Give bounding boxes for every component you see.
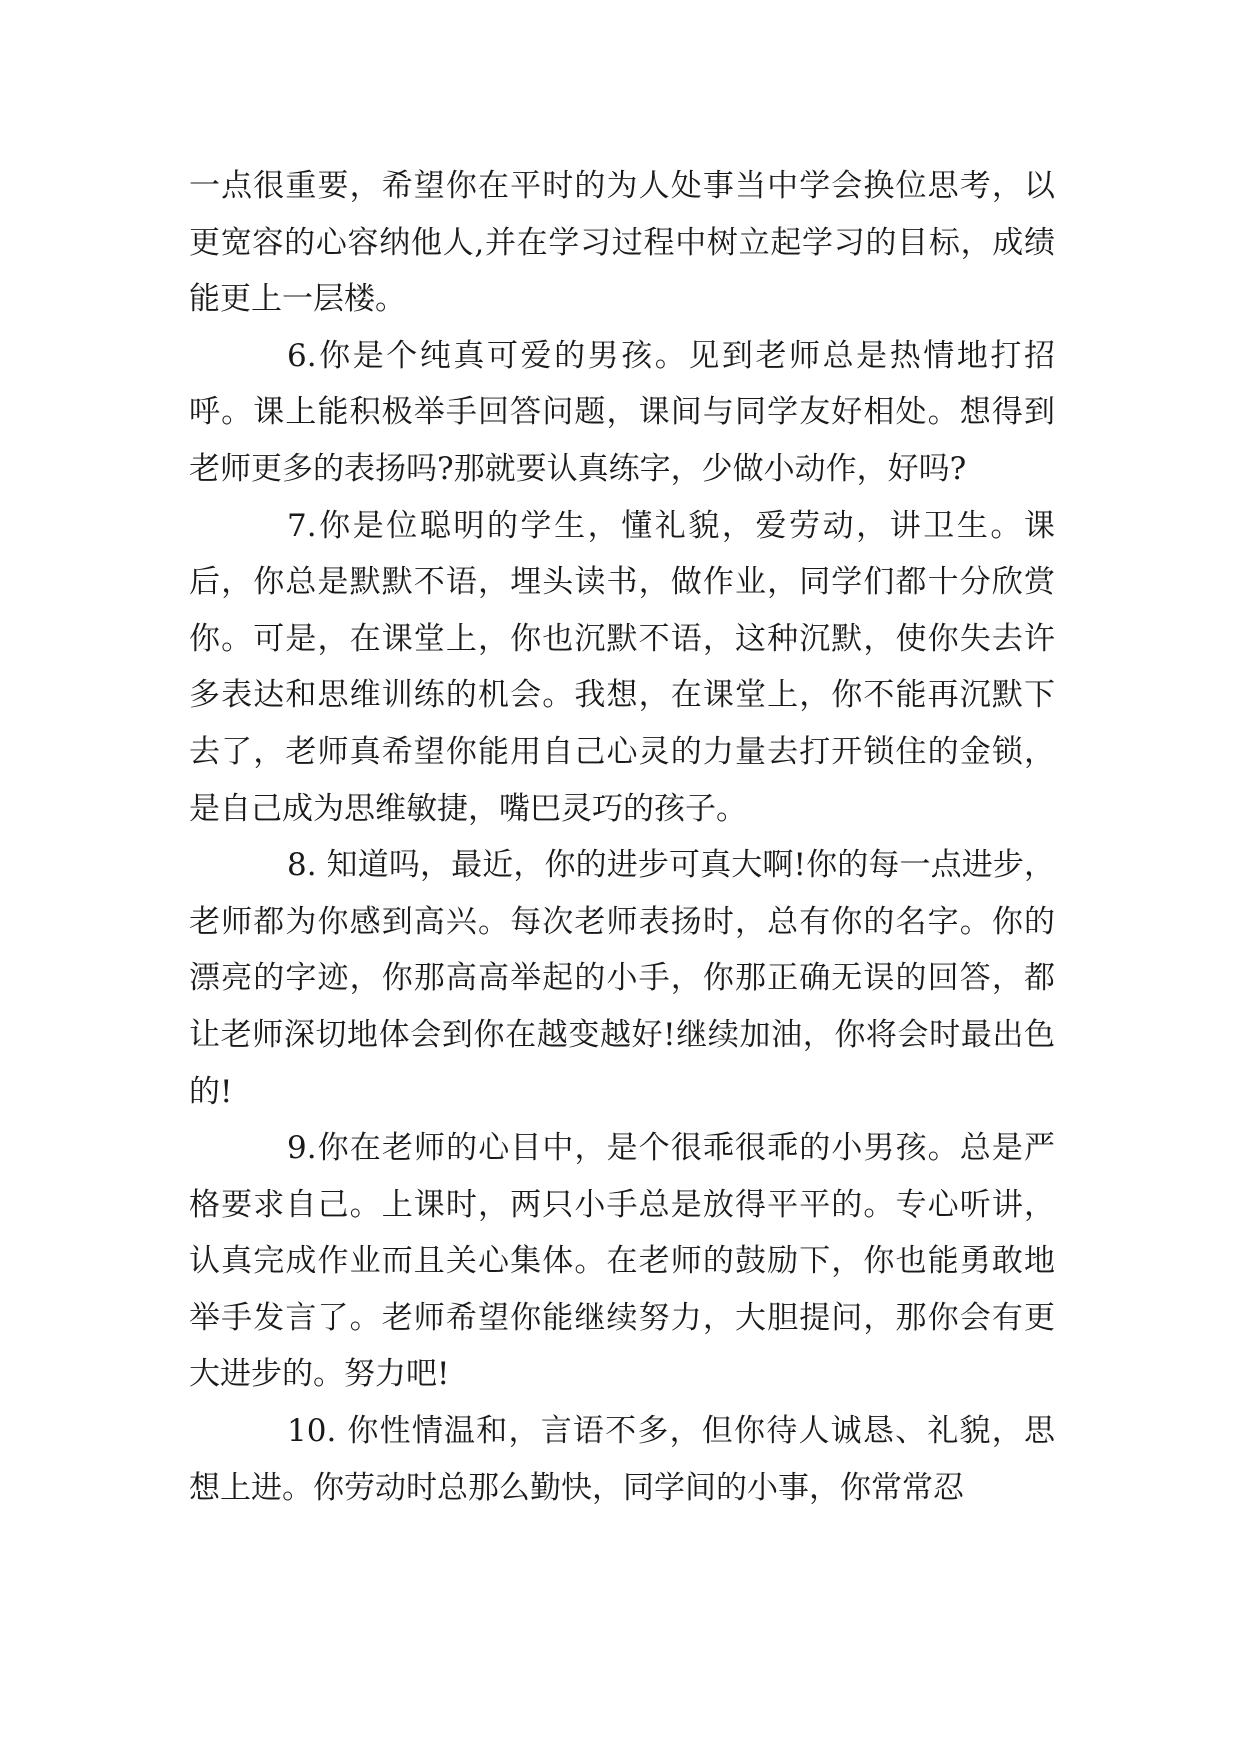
paragraph-comment-10: 10. 你性情温和，言语不多，但你待人诚恳、礼貌，思想上进。你劳动时总那么勤快，同学间的小事，你常常忍: [189, 1413, 1055, 1506]
paragraph-comment-6: 6.你是个纯真可爱的男孩。见到老师总是热情地打招呼。课上能积极举手回答问题，课间与同学友好相处。想得到老师更多的表扬吗?那就要认真练字，少做小动作，好吗?: [189, 337, 1055, 487]
paragraph-comment-9: 9.你在老师的心目中，是个很乖很乖的小男孩。总是严格要求自己。上课时，两只小手总是放得平平的。专心听讲，认真完成作业而且关心集体。在老师的鼓励下，你也能勇敢地举手发言了。老师希望你能继续努力，大胆提问，那你会有更大进步的。努力吧!: [189, 1130, 1055, 1393]
paragraph-comment-8: 8. 知道吗，最近，你的进步可真大啊!你的每一点进步，老师都为你感到高兴。每次老师表扬时，总有你的名字。你的漂亮的字迹，你那高高举起的小手，你那正确无误的回答，都让老师深切地体会到你在越变越好!继续加油，你将会时最出色的!: [189, 847, 1055, 1110]
document-body: [189, 158, 1055, 1516]
paragraph-continuation: 一点很重要，希望你在平时的为人处事当中学会换位思考，以更宽容的心容纳他人,并在学习过程中树立起学习的目标，成绩能更上一层楼。: [189, 168, 1055, 318]
paragraph-comment-7: 7.你是位聪明的学生，懂礼貌，爱劳动，讲卫生。课后，你总是默默不语，埋头读书，做作业，同学们都十分欣赏你。可是，在课堂上，你也沉默不语，这种沉默，使你失去许多表达和思维训练的机会。我想，在课堂上，你不能再沉默下去了，老师真希望你能用自己心灵的力量去打开锁住的金锁，是自己成为思维敏捷，嘴巴灵巧的孩子。: [189, 507, 1055, 827]
